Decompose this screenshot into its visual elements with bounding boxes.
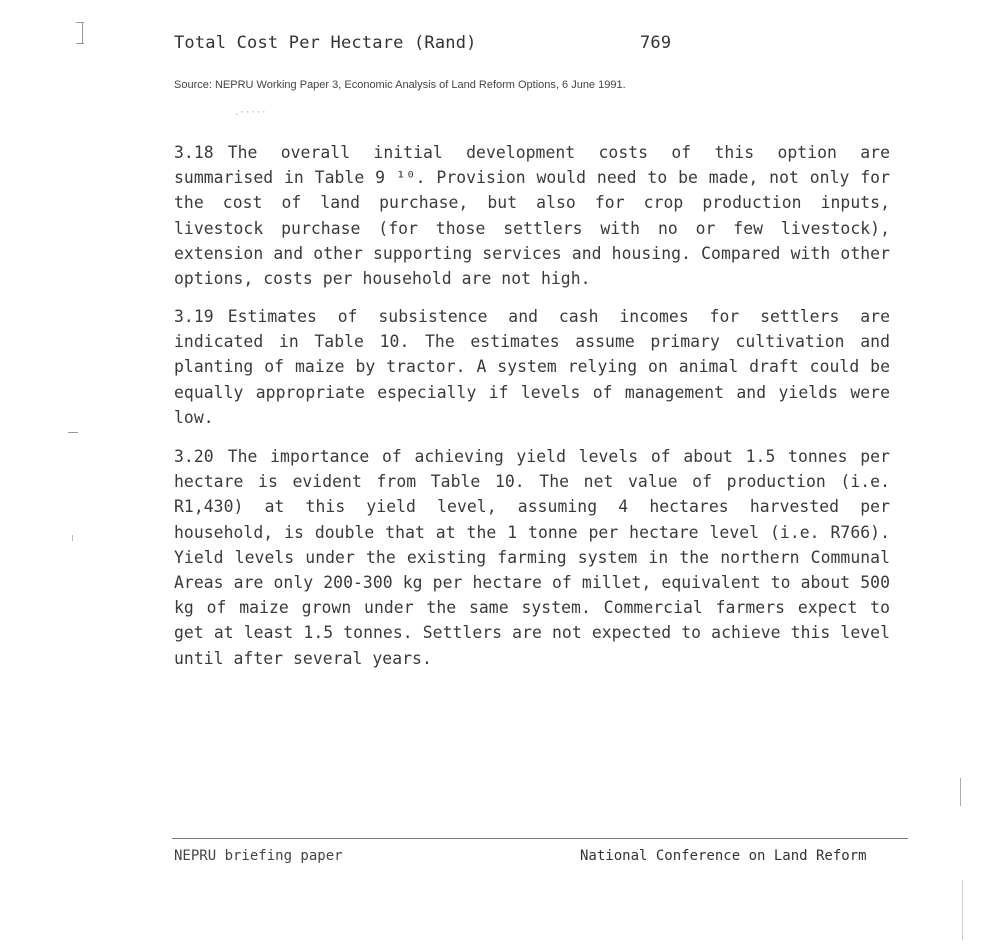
- source-note: Source: NEPRU Working Paper 3, Economic Analysis of Land Reform Options, 6 June 1991.: [174, 79, 626, 91]
- paragraph-3-19: [174, 304, 890, 430]
- paragraph-text: The importance of achieving yield levels of about 1.5 tonnes per hectare is evident from Table 10. The net value of production (i.e. R1,430) at this yield level, assuming 4 hectares harvested per household, is double that at the 1 tonne per hectare level (i.e. R766). Yield levels under the existing farming system in the northern Communal Areas are only 200-300 kg per hectare of millet, equivalent to about 500 kg of maize grown under the same system. Commercial farmers expect to get at least 1.5 tonnes. Settlers are not expected to achieve this level until after several years.: [174, 447, 890, 668]
- footer-divider: [172, 838, 908, 839]
- header-title: Total Cost Per Hectare (Rand): [174, 33, 477, 53]
- scan-mark: [72, 535, 73, 541]
- page-number: 769: [640, 33, 672, 53]
- paragraph-number: 3.20: [174, 447, 214, 466]
- scan-mark: [76, 22, 84, 23]
- scan-speck: .·····: [234, 108, 267, 118]
- page-header: [174, 33, 694, 53]
- paragraph-number: 3.19: [174, 307, 214, 326]
- paragraph-3-18: [174, 140, 890, 291]
- scan-mark: [82, 22, 83, 44]
- footer-right-text: National Conference on Land Reform: [580, 848, 867, 864]
- paragraph-text: The overall initial development costs of this option are summarised in Table 9 ¹⁰. Provision would need to be made, not only for the cost of land purchase, but also for crop production inputs, livestock purchase (for those settlers with no or few livestock), extension and other supporting services and housing. Compared with other options, costs per household are not high.: [174, 143, 890, 289]
- scan-mark: [962, 880, 963, 940]
- scan-mark: [960, 778, 961, 806]
- paragraph-number: 3.18: [174, 143, 214, 162]
- paragraph-text: Estimates of subsistence and cash incomes for settlers are indicated in Table 10. The estimates assume primary cultivation and planting of maize by tractor. A system relying on animal draft could be equally appropriate especially if levels of management and yields were low.: [174, 307, 890, 427]
- footer-left-text: NEPRU briefing paper: [174, 848, 343, 864]
- paragraph-3-20: [174, 444, 890, 671]
- scan-mark: [76, 43, 84, 44]
- scan-mark: [68, 432, 78, 433]
